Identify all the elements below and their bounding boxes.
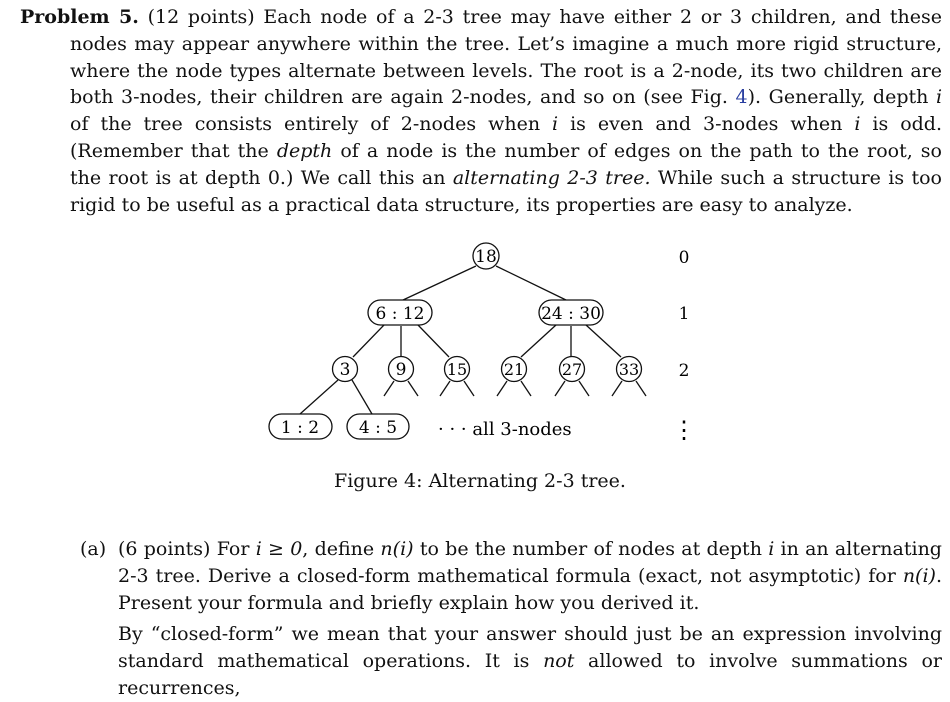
- problem-text: Each node of a 2-3 tree may have either 2 or 3 children, and these nodes may appear anywhere within the tree. Let’s imagine a much more rigid structure, where the node types alternate between levels. The root is a 2-node, its two children are both 3-nodes, their children are again 2-nodes, and so on (see Fig.: [70, 6, 942, 109]
- part-a-text: . Present your formula and briefly explain how you derived it.: [118, 565, 942, 614]
- math-var: i: [935, 86, 943, 109]
- math-expr: n(i): [380, 538, 414, 560]
- part-a-text: to be the number of nodes at depth: [413, 538, 769, 560]
- part-a-text: By “closed-form” we mean that your answer should just be an expression involving standard mathematical operations. It is: [118, 623, 942, 672]
- level2-node: [389, 357, 414, 382]
- tree-stub: [464, 381, 474, 396]
- part-a-text: , define: [302, 538, 381, 560]
- tree-edge: [521, 325, 556, 357]
- depth-label: 1: [678, 304, 690, 324]
- problem-text: is odd. (Remember that the: [70, 113, 942, 162]
- root-key: 18: [475, 247, 497, 267]
- part-a-text: For: [216, 538, 256, 560]
- tree-stub: [384, 381, 394, 396]
- level2-key: 27: [561, 360, 583, 379]
- part-a-text: in an alternating 2-3 tree. Derive a closed-form mathematical formula (exact, not asymptotic) for: [118, 538, 942, 587]
- tree-edge: [403, 266, 476, 300]
- level2-node: [333, 357, 358, 382]
- math-expr: i ≥ 0: [255, 538, 303, 560]
- problem-text: of a node is the number of edges on the path to the root, so the root is at depth 0.) We call this an: [70, 139, 942, 189]
- depth-label: 0: [678, 248, 690, 268]
- part-a: [80, 536, 942, 702]
- tree-stub: [497, 381, 507, 396]
- level2-node: [445, 357, 470, 382]
- tree-stub: [636, 381, 646, 396]
- part-a-text: allowed to involve summations or recurrences,: [118, 650, 942, 699]
- tree-edge: [353, 325, 384, 357]
- level3-mid-node: [347, 414, 409, 439]
- level1-left-keys: 6 : 12: [375, 304, 425, 324]
- figure-reference-link[interactable]: 4: [735, 86, 748, 109]
- math-var: i: [552, 113, 559, 136]
- level2-key: 9: [395, 360, 407, 380]
- level2-key: 3: [339, 360, 351, 380]
- level3-mid-keys: 4 : 5: [358, 418, 398, 438]
- level3-left-keys: 1 : 2: [280, 418, 320, 438]
- tree-edge: [300, 380, 338, 414]
- math-var: i: [854, 113, 861, 136]
- part-a-body: [118, 536, 942, 617]
- level2-key: 33: [618, 360, 640, 379]
- problem-text: While such a structure is too rigid to be useful as a practical data structure, its properties are easy to analyze.: [70, 166, 942, 216]
- term-alternating-tree: alternating 2-3 tree.: [452, 166, 651, 189]
- problem-text: is even and 3-nodes when: [558, 113, 855, 136]
- tree-edge: [496, 266, 566, 300]
- problem-heading: Problem 5.: [20, 6, 139, 28]
- tree-figure: [0, 232, 950, 462]
- part-a-label: (a): [80, 538, 107, 560]
- tree-stub: [440, 381, 450, 396]
- level2-key: 15: [446, 360, 468, 379]
- math-expr: n(i): [902, 565, 936, 587]
- tree-stub: [555, 381, 565, 396]
- level3-left-node: [269, 414, 332, 439]
- term-depth: depth: [276, 139, 333, 162]
- all-3-nodes-label: · · · all 3-nodes: [438, 419, 572, 440]
- level1-left-node: [368, 300, 432, 325]
- level1-right-keys: 24 : 30: [541, 304, 601, 324]
- figure-caption: Figure 4: Alternating 2-3 tree.: [334, 470, 626, 492]
- math-var: i: [768, 538, 775, 560]
- tree-edge: [352, 380, 372, 414]
- depth-continuation: ⋮: [672, 416, 696, 444]
- emphasis-not: not: [543, 650, 575, 672]
- problem-points: (12 points): [147, 6, 255, 28]
- tree-edge: [418, 325, 449, 357]
- depth-label: 2: [678, 361, 690, 381]
- level1-right-node: [539, 300, 603, 325]
- problem-text: ). Generally, depth: [747, 86, 936, 109]
- tree-stub: [521, 381, 531, 396]
- tree-stub: [612, 381, 622, 396]
- level2-key: 21: [503, 360, 525, 379]
- tree-edge: [586, 325, 621, 357]
- part-a-points: (6 points): [118, 538, 211, 560]
- tree-stub: [579, 381, 589, 396]
- problem-statement: [20, 4, 942, 218]
- level2-node: [560, 357, 585, 382]
- tree-stub: [408, 381, 418, 396]
- level2-node: [617, 357, 642, 382]
- root-node: [473, 243, 499, 269]
- problem-text: of the tree consists entirely of 2-nodes when: [70, 113, 553, 136]
- level2-node: [502, 357, 527, 382]
